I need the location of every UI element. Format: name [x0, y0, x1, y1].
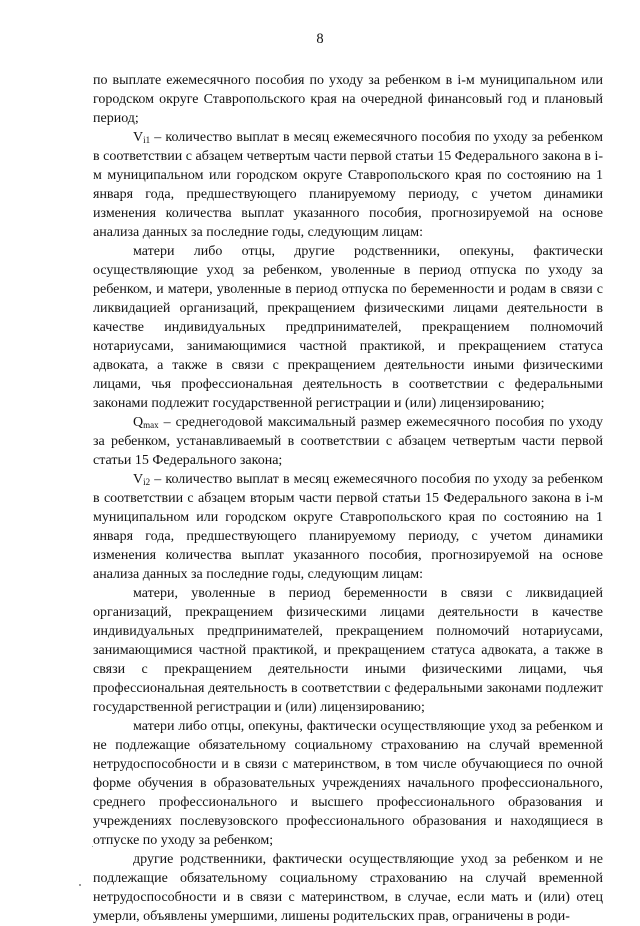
variable-subscript: i1 [143, 135, 151, 145]
paragraph-text: – среднегодовой максимальный размер ежемесячного пособия по уходу за ребенком, устанавливаемый в соответствии с абзацем четвертым части первой статьи 15 Федерального закона; [93, 415, 603, 468]
page-number: 8 [316, 31, 324, 47]
paragraph-vi1-definition [93, 128, 603, 242]
document-body [93, 71, 603, 926]
variable-subscript: i2 [143, 477, 151, 487]
paragraph-vi2-recipients-relatives: другие родственники, фактически осуществляющие уход за ребенком и не подлежащие обязательному социальному страхованию на случай временной нетрудоспособности и в связи с материнством, в случае, если мать и (или) отец умерли, объявлены умершими, лишены родительских прав, ограничены в роди- [93, 852, 603, 924]
variable-subscript: max [143, 420, 159, 430]
paragraph-vi2-recipients-mothers: матери, уволенные в период беременности в связи с ликвидацией организаций, прекращением физическими лицами деятельности в качестве индивидуальных предпринимателей, прекращением полномочий нотариусами, занимающимися частной практикой, и прекращением статуса адвоката, а также в связи с прекращением деятельности иными физическими лицами, чья профессиональная деятельность в соответствии с федеральными законами подлежит государственной регистрации и (или) лицензированию; [93, 586, 603, 715]
paragraph-text: – количество выплат в месяц ежемесячного пособия по уходу за ребенком в соответствии с абзацем четвертым части первой статьи 15 Федерального закона в i-м муниципальном или городском округе Ставропольского края по состоянию на 1 января года, предшествующего планируемому периоду, с учетом динамики изменения количества выплат указанного пособия, прогнозируемой на основе анализа данных за последние годы, следующим лицам: [93, 130, 603, 240]
paragraph-text: – количество выплат в месяц ежемесячного пособия по уходу за ребенком в соответствии с абзацем вторым части первой статьи 15 Федерального закона в i-м муниципальном или городском округе Ставропольского края по состоянию на 1 января года, предшествующего планируемому периоду, с учетом динамики изменения количества выплат указанного пособия, прогнозируемой на основе анализа данных за последние годы, следующим лицам: [93, 472, 603, 582]
variable-symbol: V [133, 130, 144, 145]
paragraph-vi1-recipients: матери либо отцы, другие родственники, опекуны, фактически осуществляющие уход за ребенком, уволенные в период отпуска по уходу за ребенком, и матери, уволенные в период отпуска по беременности и родам в связи с ликвидацией организаций, прекращением физическими лицами деятельности в качестве индивидуальных предпринимателей, прекращением полномочий нотариусами, занимающимися частной практикой, и прекращением статуса адвоката, а также в связи с прекращением деятельности иными физическими лицами, чья профессиональная деятельность в соответствии с федеральными законами подлежит государственной регистрации и (или) лицензированию; [93, 244, 603, 411]
paragraph-qmax-definition [93, 413, 603, 470]
variable-symbol: V [133, 472, 144, 487]
paragraph-vi2-definition [93, 470, 603, 584]
scan-speck [92, 846, 93, 847]
paragraph-vi2-recipients-parents: матери либо отцы, опекуны, фактически осуществляющие уход за ребенком и не подлежащие обязательному социальному страхованию на случай временной нетрудоспособности и в связи с материнством, в том числе обучающиеся по очной форме обучения в образовательных учреждениях начального профессионального, среднего профессионального и высшего профессионального образования и учреждениях послевузовского профессионального образования и находящиеся в отпуске по уходу за ребенком; [93, 719, 603, 848]
scan-speck [79, 884, 81, 886]
paragraph-continuation: по выплате ежемесячного пособия по уходу за ребенком в i-м муниципальном или городском округе Ставропольского края на очередной финансовый год и плановый период; [93, 73, 603, 126]
variable-symbol: Q [133, 415, 144, 430]
